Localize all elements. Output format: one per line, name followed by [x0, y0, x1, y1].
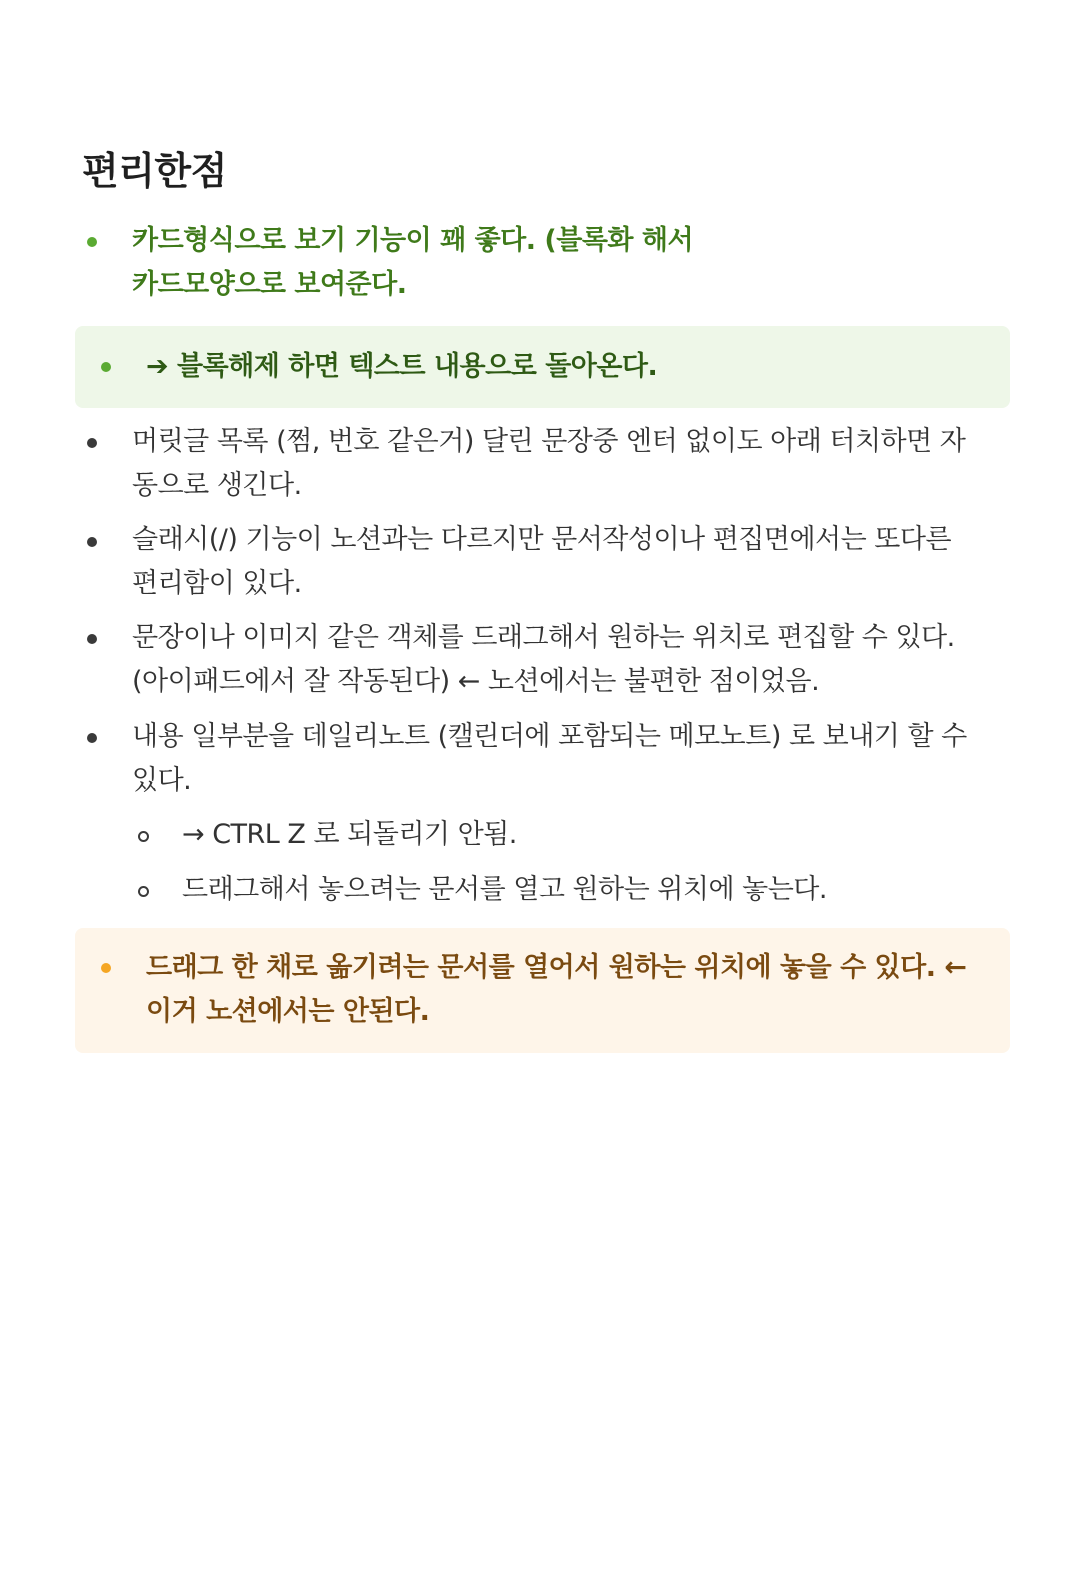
- bullet-dot: [101, 362, 111, 372]
- bullet-dot: [87, 733, 97, 743]
- list-item: 슬래시(/) 기능이 노션과는 다르지만 문서작성이나 편집면에서는 또다른 편리함이 있다.: [132, 524, 952, 599]
- list-item: 내용 일부분을 데일리노트 (캘린더에 포함되는 메모노트) 로 보내기 할 수 있다.: [132, 721, 967, 796]
- list-item: 카드형식으로 보기 기능이 꽤 좋다. (블록화 해서 카드모양으로 보여준다.: [132, 225, 694, 300]
- bullet-dot: [87, 237, 97, 247]
- list-item: 문장이나 이미지 같은 객체를 드래그해서 원하는 위치로 편집할 수 있다. (아이패드에서 잘 작동된다) ← 노션에서는 불편한 점이었음.: [132, 622, 955, 697]
- bullet-dot: [101, 963, 111, 973]
- sub-list-item: 드래그해서 놓으려는 문서를 열고 원하는 위치에 놓는다.: [182, 874, 827, 905]
- sub-bullet-circle: [138, 831, 149, 842]
- sub-bullet-circle: [138, 886, 149, 897]
- list-item: ➔ 블록해제 하면 텍스트 내용으로 돌아온다.: [146, 351, 658, 382]
- bullet-dot: [87, 634, 97, 644]
- sub-list-item: → CTRL Z 로 되돌리기 안됨.: [182, 819, 517, 850]
- bullet-dot: [87, 537, 97, 547]
- bullet-dot: [87, 438, 97, 448]
- list-item: 드래그 한 채로 옮기려는 문서를 열어서 원하는 위치에 놓을 수 있다. ← 이거 노션에서는 안된다.: [146, 952, 967, 1027]
- section-heading: 편리한점: [82, 149, 227, 193]
- list-item: 머릿글 목록 (쩜, 번호 같은거) 달린 문장중 엔터 없이도 아래 터치하면 자 동으로 생긴다.: [132, 426, 966, 501]
